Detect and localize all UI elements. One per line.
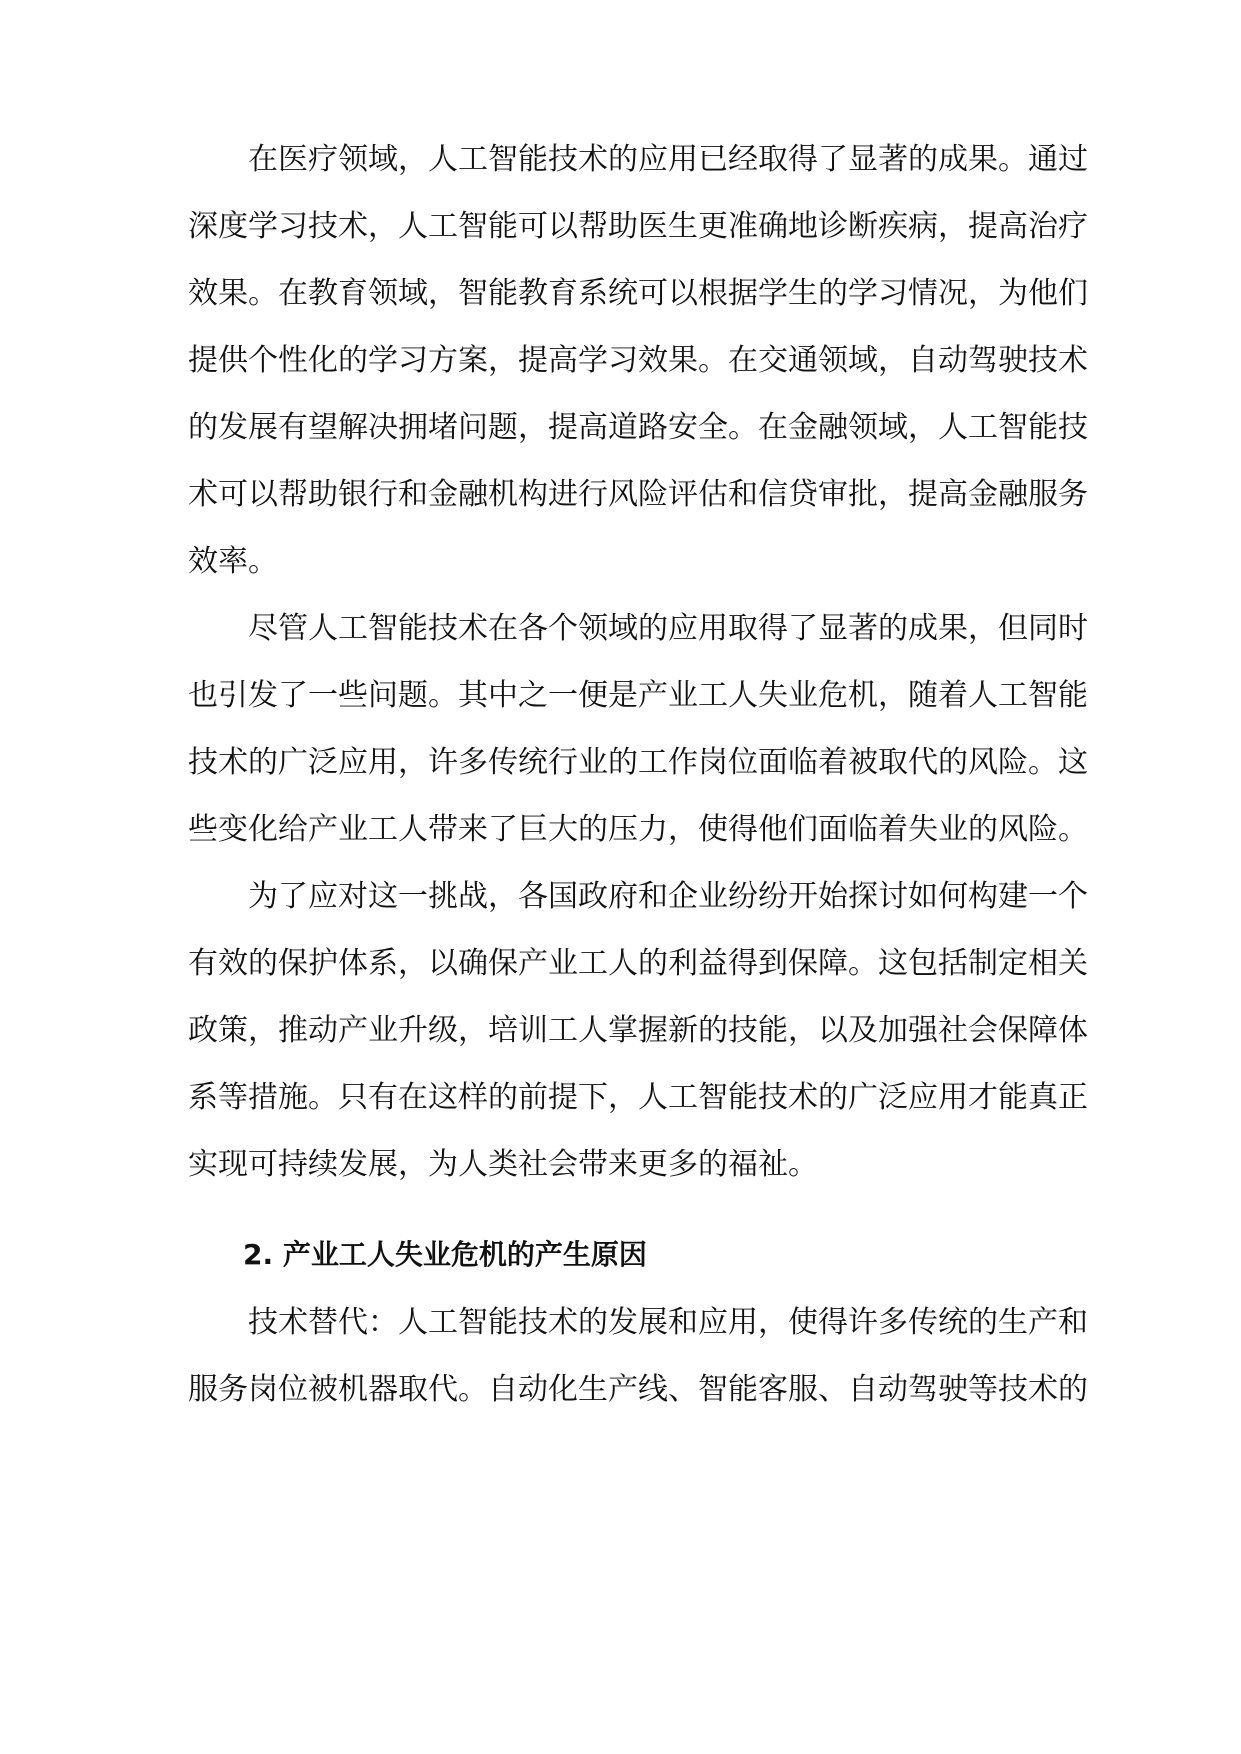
paragraph-line: 技术的广泛应用，许多传统行业的工作岗位面临着被取代的风险。这	[188, 745, 1088, 780]
paragraph-line: 效果。在教育领域，智能教育系统可以根据学生的学习情况，为他们	[188, 276, 1088, 311]
paragraph-line: 提供个性化的学习方案，提高学习效果。在交通领域，自动驾驶技术	[188, 343, 1088, 378]
paragraph-line: 服务岗位被机器取代。自动化生产线、智能客服、自动驾驶等技术的	[188, 1372, 1088, 1407]
section-heading: 2. 产业工人失业危机的产生原因	[243, 1238, 647, 1271]
paragraph-line: 的发展有望解决拥堵问题，提高道路安全。在金融领域，人工智能技	[188, 410, 1088, 445]
paragraph-line: 也引发了一些问题。其中之一便是产业工人失业危机，随着人工智能	[188, 678, 1088, 713]
paragraph-line: 效率。	[188, 544, 278, 579]
paragraph-line: 为了应对这一挑战，各国政府和企业纷纷开始探讨如何构建一个	[248, 879, 1088, 914]
paragraph-line: 系等措施。只有在这样的前提下，人工智能技术的广泛应用才能真正	[188, 1080, 1088, 1115]
paragraph-line: 尽管人工智能技术在各个领域的应用取得了显著的成果，但同时	[248, 611, 1088, 646]
paragraph-line: 在医疗领域，人工智能技术的应用已经取得了显著的成果。通过	[248, 142, 1088, 177]
paragraph-line: 深度学习技术，人工智能可以帮助医生更准确地诊断疾病，提高治疗	[188, 209, 1088, 244]
paragraph-line: 政策，推动产业升级，培训工人掌握新的技能，以及加强社会保障体	[188, 1013, 1088, 1048]
paragraph-line: 术可以帮助银行和金融机构进行风险评估和信贷审批，提高金融服务	[188, 477, 1088, 512]
paragraph-line: 实现可持续发展，为人类社会带来更多的福祉。	[188, 1147, 818, 1182]
paragraph-line: 有效的保护体系，以确保产业工人的利益得到保障。这包括制定相关	[188, 946, 1088, 981]
paragraph-line: 些变化给产业工人带来了巨大的压力，使得他们面临着失业的风险。	[188, 812, 1088, 847]
paragraph-line: 技术替代：人工智能技术的发展和应用，使得许多传统的生产和	[248, 1305, 1088, 1340]
